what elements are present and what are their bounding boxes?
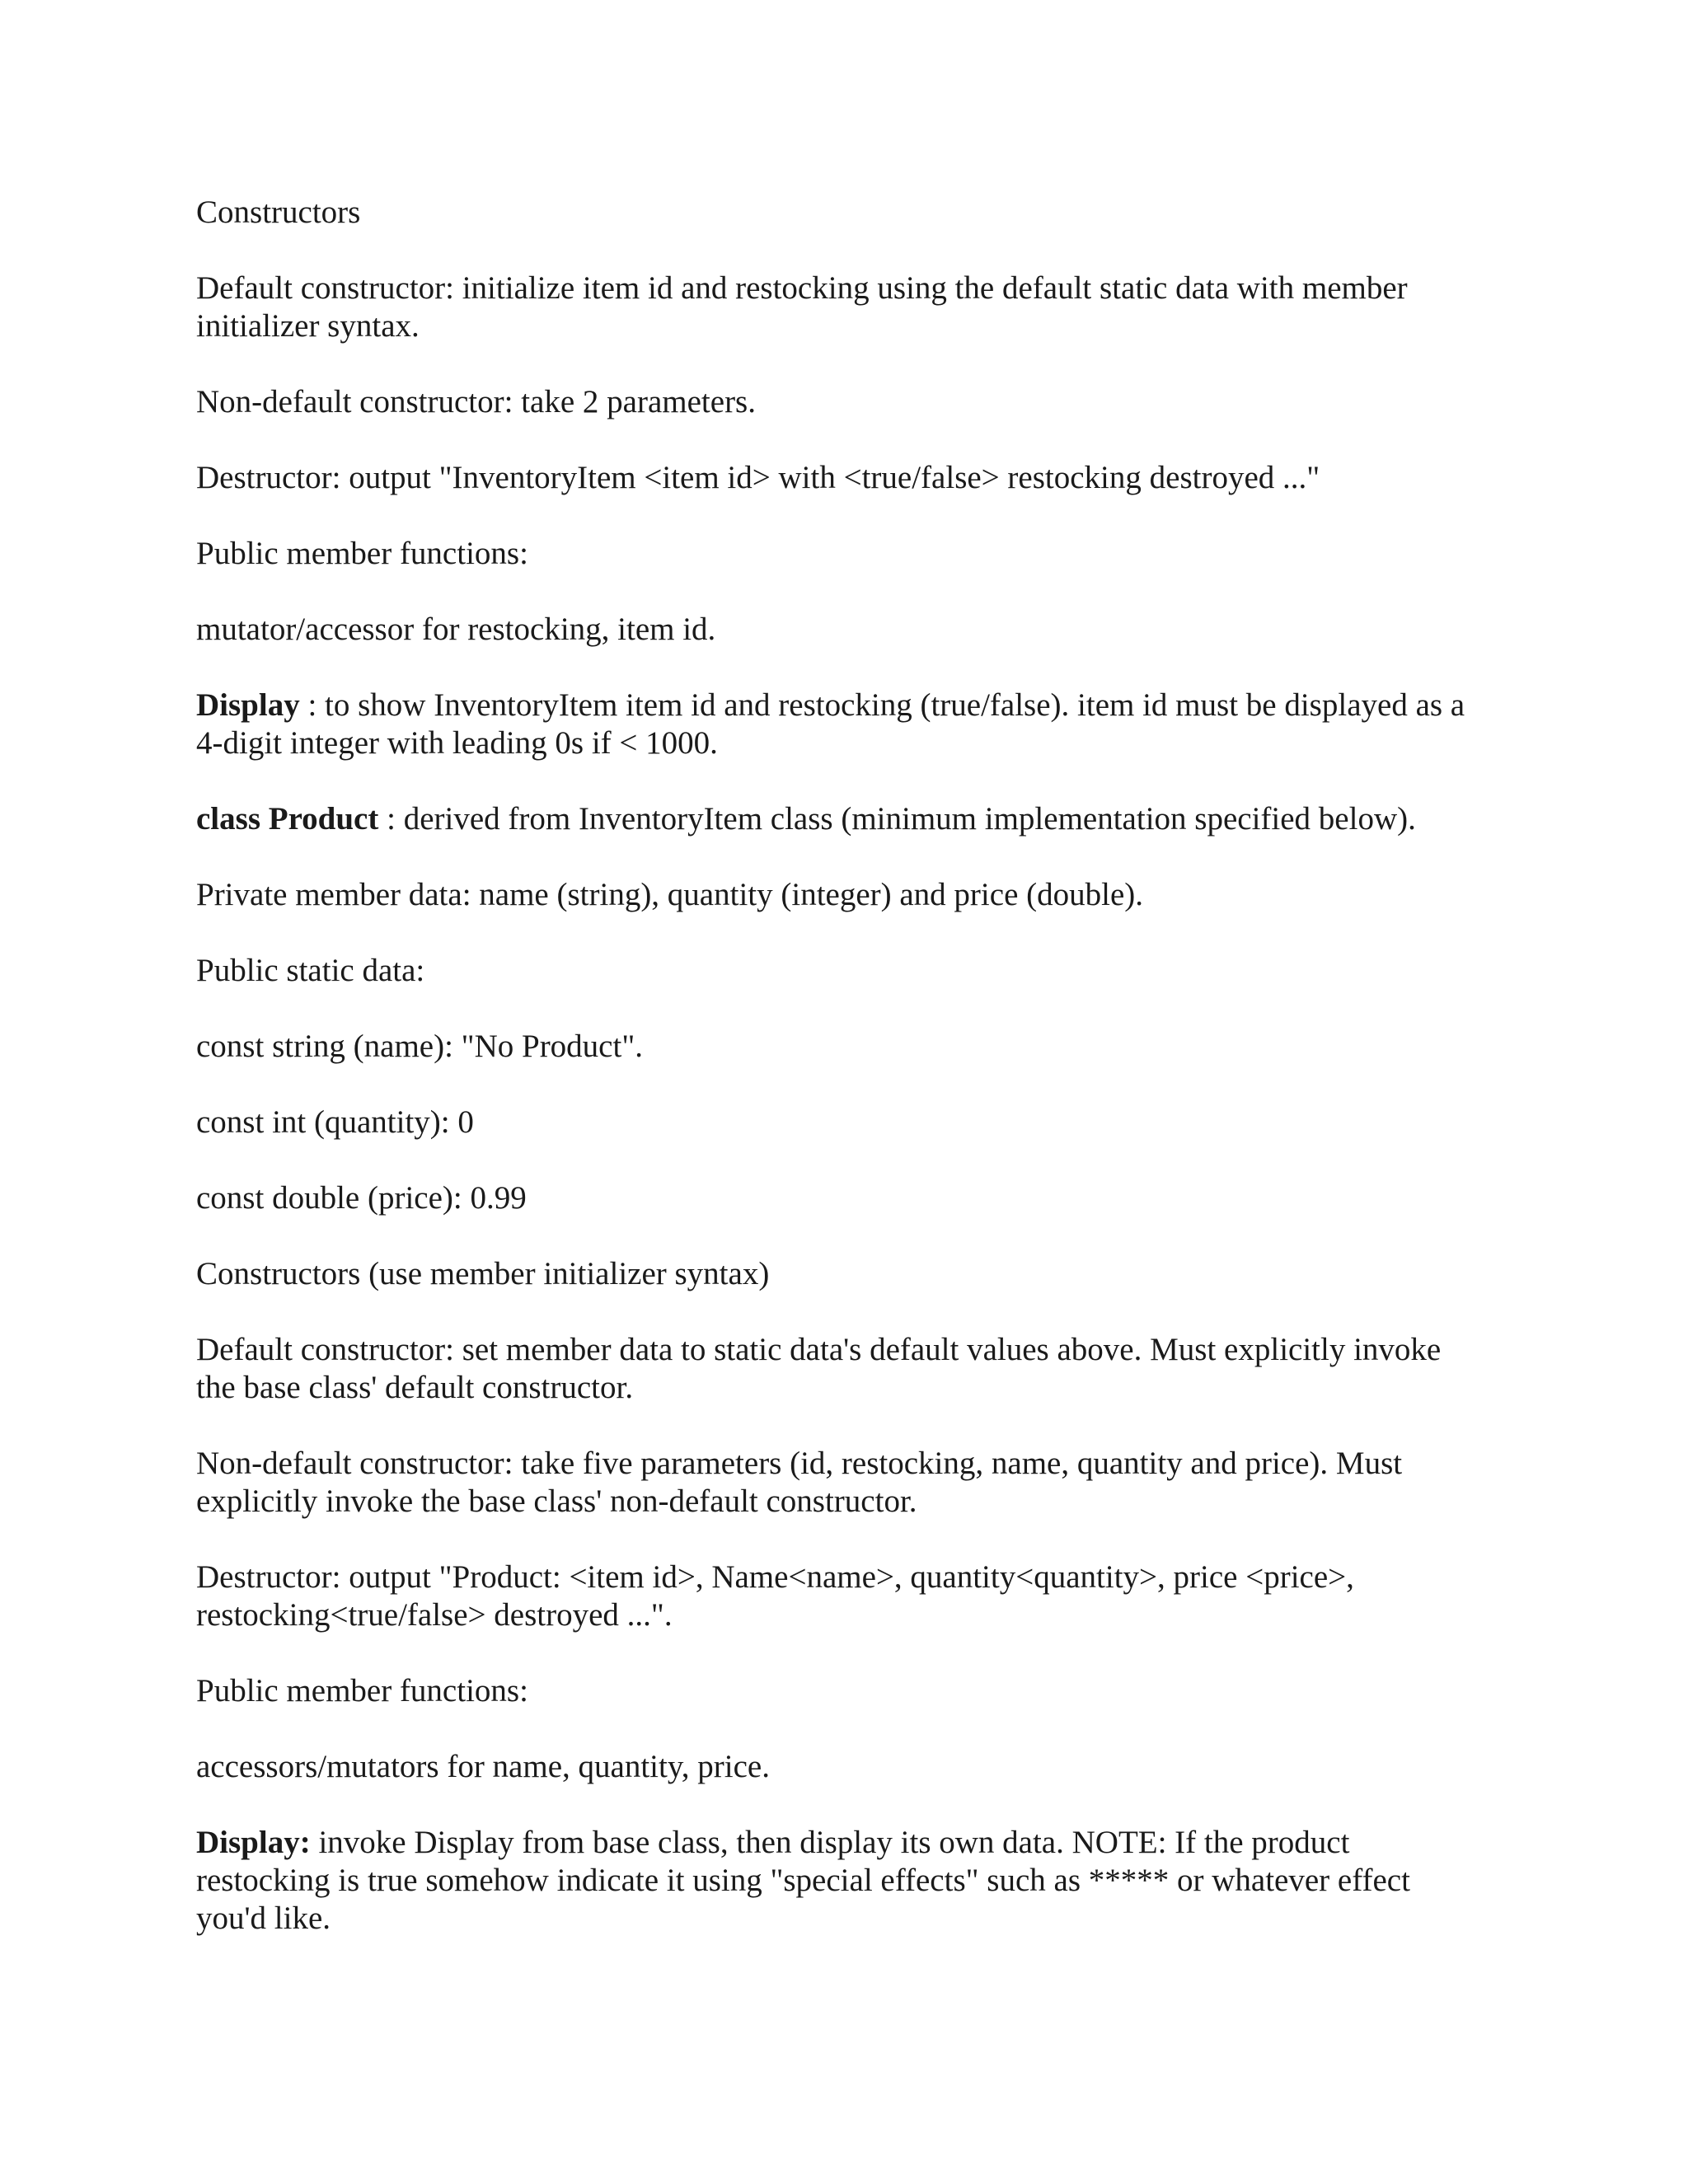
paragraph-text: Public member functions: bbox=[196, 536, 528, 571]
paragraph-product-display bbox=[196, 1824, 1482, 1938]
paragraph-text: Default constructor: set member data to static data's default values above. Must explicitly invoke the base class' default constructor. bbox=[196, 1332, 1442, 1405]
paragraph-class-product bbox=[196, 800, 1482, 838]
paragraph-const-string bbox=[196, 1028, 1482, 1066]
paragraph-accessors-mutators bbox=[196, 1748, 1482, 1786]
paragraph-lead: Display bbox=[196, 687, 300, 723]
paragraph-product-default-constructor bbox=[196, 1331, 1482, 1407]
paragraph-product-public-member-functions bbox=[196, 1672, 1482, 1710]
paragraph-product-destructor bbox=[196, 1558, 1482, 1634]
paragraph-text: Non-default constructor: take five parameters (id, restocking, name, quantity and price). Must explicitly invoke the base class' non-default constructor. bbox=[196, 1446, 1403, 1519]
paragraph-lead: Display: bbox=[196, 1825, 311, 1860]
paragraph-product-non-default-constructor bbox=[196, 1445, 1482, 1521]
paragraph-private-member-data bbox=[196, 876, 1482, 914]
paragraph-non-default-constructor bbox=[196, 383, 1482, 421]
paragraph-const-double bbox=[196, 1179, 1482, 1217]
paragraph-text: : to show InventoryItem item id and restocking (true/false). item id must be displayed as a 4-digit integer with leading 0s if < 1000. bbox=[196, 687, 1465, 761]
paragraph-text: Constructors bbox=[196, 194, 361, 230]
paragraph-text: Private member data: name (string), quantity (integer) and price (double). bbox=[196, 877, 1143, 912]
paragraph-const-int bbox=[196, 1104, 1482, 1141]
paragraph-constructors-heading bbox=[196, 194, 1482, 232]
paragraph-text: : derived from InventoryItem class (minimum implementation specified below). bbox=[378, 801, 1416, 837]
paragraph-constructors-initializer bbox=[196, 1255, 1482, 1293]
paragraph-default-constructor bbox=[196, 269, 1482, 345]
paragraph-text: Default constructor: initialize item id and restocking using the default static data with member initializer syntax. bbox=[196, 270, 1408, 344]
paragraph-text: Public member functions: bbox=[196, 1673, 528, 1708]
paragraph-text: Constructors (use member initializer syntax) bbox=[196, 1256, 770, 1291]
paragraph-public-member-functions bbox=[196, 535, 1482, 573]
paragraph-text: Non-default constructor: take 2 parameters. bbox=[196, 384, 756, 419]
paragraph-destructor bbox=[196, 459, 1482, 497]
paragraph-text: const int (quantity): 0 bbox=[196, 1104, 474, 1140]
paragraph-lead: class Product bbox=[196, 801, 379, 837]
paragraph-mutator-accessor bbox=[196, 611, 1482, 649]
paragraph-text: accessors/mutators for name, quantity, price. bbox=[196, 1749, 770, 1784]
paragraph-text: mutator/accessor for restocking, item id. bbox=[196, 612, 716, 647]
paragraph-text: const string (name): "No Product". bbox=[196, 1029, 644, 1064]
paragraph-text: Public static data: bbox=[196, 953, 425, 988]
paragraph-text: const double (price): 0.99 bbox=[196, 1180, 527, 1216]
paragraph-text: invoke Display from base class, then display its own data. NOTE: If the product restocking is true somehow indicate it using "special effects" such as ***** or whatever effect you'd like. bbox=[196, 1825, 1410, 1936]
paragraph-public-static-data bbox=[196, 952, 1482, 990]
paragraph-text: Destructor: output "InventoryItem <item id> with <true/false> restocking destroyed ..." bbox=[196, 460, 1320, 495]
paragraph-display bbox=[196, 687, 1482, 762]
paragraph-text: Destructor: output "Product: <item id>, Name<name>, quantity<quantity>, price <price>, restocking<true/false> destroyed ...". bbox=[196, 1559, 1354, 1633]
document-body bbox=[196, 194, 1482, 1975]
